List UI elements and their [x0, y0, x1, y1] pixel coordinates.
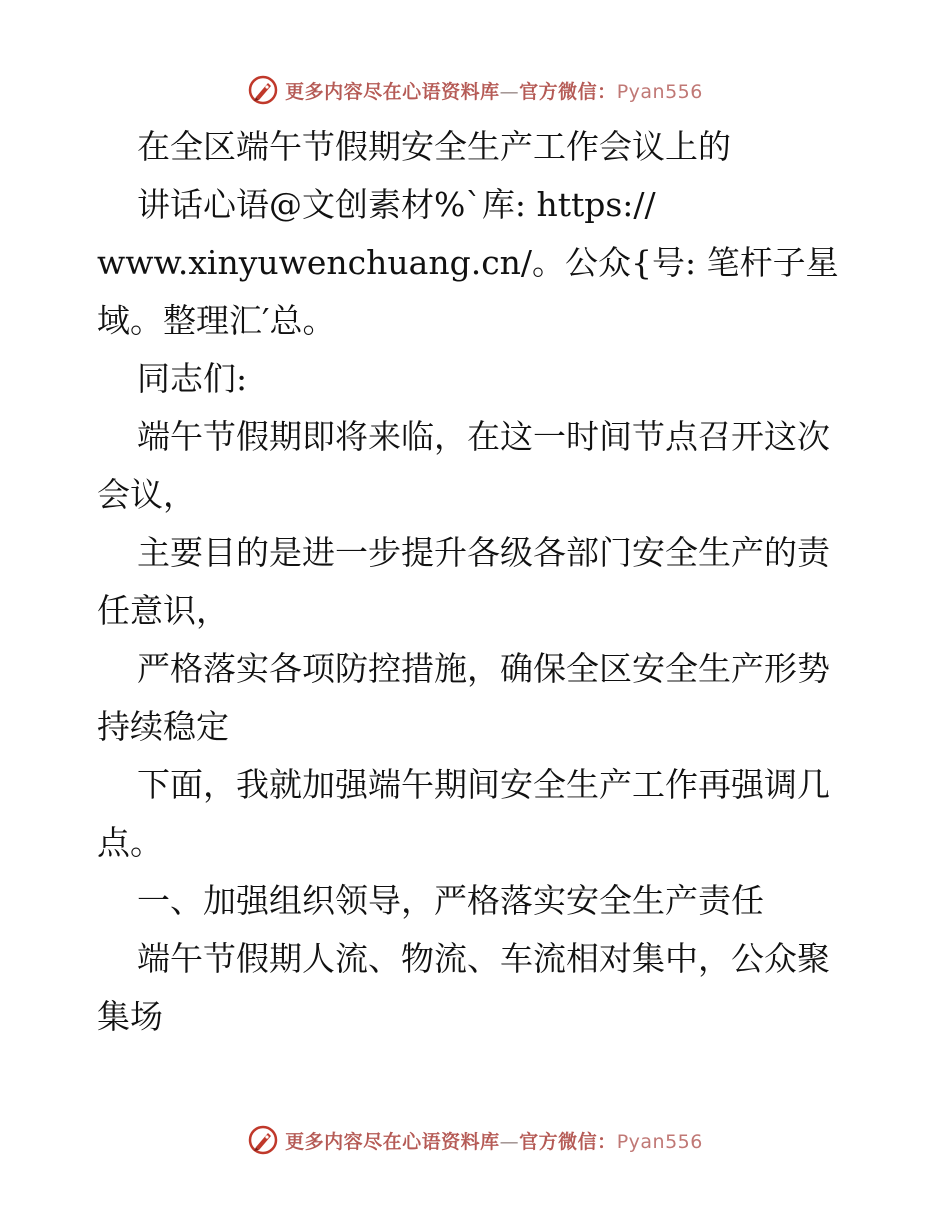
text-line: 集场 [97, 997, 163, 1036]
footer-wechat-id: Pyan556 [616, 1130, 703, 1153]
header-wechat-id: Pyan556 [616, 80, 703, 103]
text-line: 同志们: [137, 359, 248, 398]
footer-watermark [0, 1120, 950, 1160]
text-line: 会议， [97, 475, 196, 514]
pen-nib-logo-icon [247, 1124, 279, 1156]
pen-nib-logo-icon [247, 74, 279, 106]
text-line: 下面，我就加强端午期间安全生产工作再强调几 [137, 765, 830, 804]
text-line: 主要目的是进一步提升各级各部门安全生产的责 [137, 533, 830, 572]
footer-banner-text: 更多内容尽在心语资料库—官方微信：Pyan556 [285, 1130, 703, 1153]
text-line: 一、加强组织领导，严格落实安全生产责任 [137, 881, 764, 920]
text-line: 点。 [97, 823, 163, 862]
text-line: 域。整理汇′总。 [97, 301, 336, 340]
text-line: 持续稳定 [97, 707, 229, 746]
text-line: 在全区端午节假期安全生产工作会议上的 [137, 127, 731, 166]
text-line: 端午节假期即将来临，在这一时间节点召开这次 [137, 417, 830, 456]
document-body [97, 118, 857, 1046]
header-banner-text: 更多内容尽在心语资料库—官方微信：Pyan556 [285, 80, 703, 103]
text-line: www.xinyuwenchuang.cn/。公众{号: 笔杆子星 [97, 243, 839, 282]
text-line: 端午节假期人流、物流、车流相对集中，公众聚 [137, 939, 830, 978]
header-watermark [0, 70, 950, 110]
text-line: 讲话心语@文创素材%`库: https:// [137, 185, 656, 224]
text-line: 严格落实各项防控措施，确保全区安全生产形势 [137, 649, 830, 688]
text-line: 任意识， [97, 591, 229, 630]
